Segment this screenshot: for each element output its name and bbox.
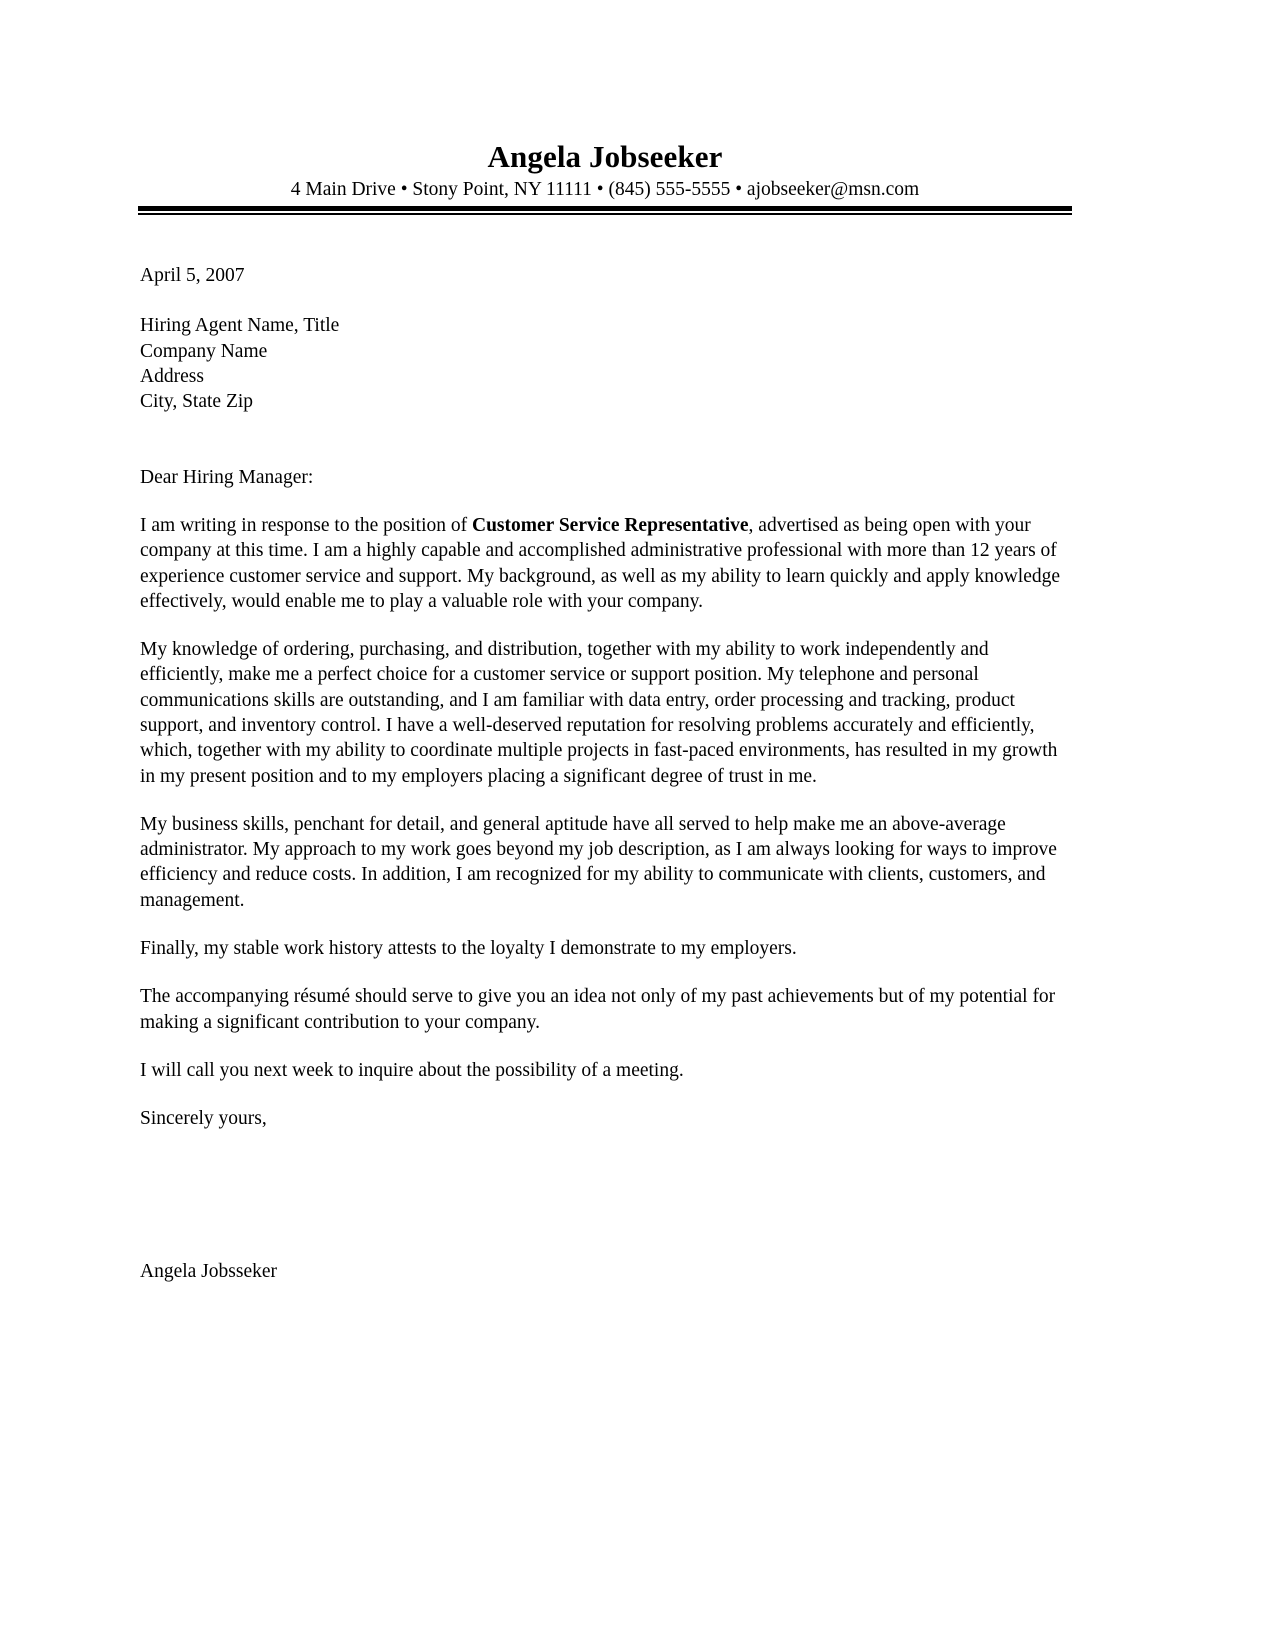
paragraph-1-text-after-bold: , advertised as being open with your company at this time. I am a highly capable and accomplished administrative professional with more than 12 years of experience customer service and support. My background, as well as my ability to learn quickly and apply knowledge effectively, would enable me to play a valuable role with your company. [140,514,1061,612]
divider-thin-rule [138,213,1072,215]
recipient-address-block [140,313,1070,414]
letter-body [140,263,1070,1284]
closing-salutation: Sincerely yours, [140,1108,267,1130]
letterhead-divider [138,206,1072,215]
signature-name: Angela Jobsseker [140,1260,278,1282]
job-title-emphasis: Customer Service Representative [472,514,749,536]
paragraph-1-text-before-bold: I am writing in response to the position of [140,514,472,536]
body-paragraph-1 [140,513,1070,614]
sender-contact-line: 4 Main Drive • Stony Point, NY 11111 • (845) 555-5555 • ajobseeker@msn.com [290,178,920,200]
letter-sheet [140,0,1070,1284]
body-paragraph-2: My knowledge of ordering, purchasing, and distribution, together with my ability to work independently and efficiently, make me a perfect choice for a customer service or support position. My telephone and personal communications skills are outstanding, and I am familiar with data entry, order processing and tracking, product support, and inventory control. I have a well-deserved reputation for resolving problems accurately and efficiently, which, together with my ability to coordinate multiple projects in fast-paced environments, has resulted in my growth in my present position and to my employers placing a significant degree of trust in me. [140,639,1058,787]
body-paragraph-6: I will call you next week to inquire about the possibility of a meeting. [140,1059,684,1081]
recipient-line-3: Address [140,366,204,388]
body-paragraph-3: My business skills, penchant for detail, and general aptitude have all served to help make me an above-average administrator. My approach to my work goes beyond my job description, as I am always looking for ways to improve efficiency and reduce costs. In addition, I am recognized for my ability to communicate with clients, customers, and management. [140,813,1057,911]
sender-name: Angela Jobseeker [487,139,723,174]
recipient-line-1: Hiring Agent Name, Title [140,315,340,337]
recipient-line-4: City, State Zip [140,391,254,413]
letter-date: April 5, 2007 [140,265,245,287]
salutation: Dear Hiring Manager: [140,466,314,488]
body-paragraph-4: Finally, my stable work history attests to the loyalty I demonstrate to my employers. [140,938,797,960]
body-paragraph-5: The accompanying résumé should serve to give you an idea not only of my past achievements but of my potential for making a significant contribution to your company. [140,986,1056,1033]
letterhead [140,0,1070,201]
recipient-line-2: Company Name [140,340,268,362]
